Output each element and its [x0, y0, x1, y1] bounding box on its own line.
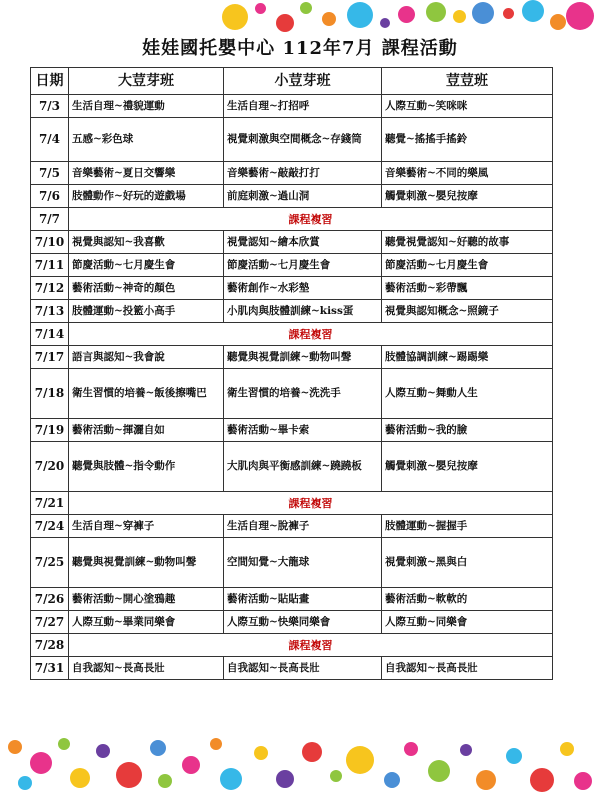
review-label: 課程複習: [69, 323, 553, 346]
activity-cell: 視覺認知~繪本欣賞: [224, 231, 382, 254]
table-row: [31, 95, 553, 118]
confetti-dot: [428, 760, 450, 782]
activity-cell: 衛生習慣的培養~飯後擦嘴巴: [69, 369, 224, 419]
row-date: 7/28: [31, 634, 69, 657]
confetti-dot: [58, 738, 70, 750]
header-class-small: 小荳芽班: [224, 68, 382, 95]
activity-cell: 自我認知~長高長壯: [382, 657, 553, 680]
activity-cell: 音樂藝術~夏日交響樂: [69, 162, 224, 185]
activity-cell: 語言與認知~我會說: [69, 346, 224, 369]
activity-cell: 生活自理~穿褲子: [69, 515, 224, 538]
row-date: 7/14: [31, 323, 69, 346]
table-row: [31, 369, 553, 419]
activity-cell: 視覺與認知概念~照鏡子: [382, 300, 553, 323]
table-row: [31, 611, 553, 634]
confetti-dot: [276, 14, 294, 32]
confetti-dot: [255, 3, 266, 14]
confetti-dot: [150, 740, 166, 756]
row-date: 7/24: [31, 515, 69, 538]
activity-cell: 小肌肉與肢體訓練~kiss蛋: [224, 300, 382, 323]
activity-cell: 觸覺刺激~嬰兒按摩: [382, 185, 553, 208]
table-row: [31, 538, 553, 588]
activity-cell: 人際互動~快樂同樂會: [224, 611, 382, 634]
confetti-dot: [254, 746, 268, 760]
review-label: 課程複習: [69, 492, 553, 515]
row-date: 7/11: [31, 254, 69, 277]
table-row: [31, 657, 553, 680]
activity-cell: 觸覺刺激~嬰兒按摩: [382, 442, 553, 492]
table-row: [31, 254, 553, 277]
row-date: 7/6: [31, 185, 69, 208]
confetti-dot: [210, 738, 222, 750]
confetti-dot: [506, 748, 522, 764]
activity-cell: 節慶活動~七月慶生會: [69, 254, 224, 277]
confetti-dot: [404, 742, 418, 756]
table-row: [31, 346, 553, 369]
row-date: 7/13: [31, 300, 69, 323]
table-row: [31, 300, 553, 323]
confetti-dot: [222, 4, 248, 30]
activity-cell: 藝術活動~彩帶飄: [382, 277, 553, 300]
table-row: [31, 277, 553, 300]
activity-cell: 聽覺視覺認知~好聽的故事: [382, 231, 553, 254]
row-date: 7/18: [31, 369, 69, 419]
confetti-dot: [322, 12, 336, 26]
review-label: 課程複習: [69, 208, 553, 231]
activity-cell: 聽覺與視覺訓練~動物叫聲: [69, 538, 224, 588]
row-date: 7/25: [31, 538, 69, 588]
confetti-dot: [330, 770, 342, 782]
confetti-dot: [30, 752, 52, 774]
activity-cell: 音樂藝術~敲敲打打: [224, 162, 382, 185]
activity-cell: 大肌肉與平衡感訓練~蹺蹺板: [224, 442, 382, 492]
activity-cell: 肢體運動~握握手: [382, 515, 553, 538]
activity-cell: 藝術活動~開心塗鴉趣: [69, 588, 224, 611]
activity-cell: 自我認知~長高長壯: [224, 657, 382, 680]
confetti-dot: [96, 744, 110, 758]
activity-cell: 視覺刺激與空間概念~存錢筒: [224, 118, 382, 162]
header-row: [31, 68, 553, 95]
activity-cell: 節慶活動~七月慶生會: [382, 254, 553, 277]
review-label: 課程複習: [69, 634, 553, 657]
table-row: [31, 231, 553, 254]
activity-cell: 藝術活動~我的臉: [382, 419, 553, 442]
activity-cell: 人際互動~舞動人生: [382, 369, 553, 419]
row-date: 7/5: [31, 162, 69, 185]
activity-cell: 聽覺與視覺訓練~動物叫聲: [224, 346, 382, 369]
table-row: [31, 588, 553, 611]
confetti-dot: [302, 742, 322, 762]
header-class-large: 大荳芽班: [69, 68, 224, 95]
confetti-dot: [380, 18, 390, 28]
row-date: 7/27: [31, 611, 69, 634]
confetti-dot: [346, 746, 374, 774]
header-class-bean: 荳荳班: [382, 68, 553, 95]
confetti-dot: [182, 756, 200, 774]
activity-cell: 藝術活動~神奇的顏色: [69, 277, 224, 300]
row-date: 7/19: [31, 419, 69, 442]
row-date: 7/4: [31, 118, 69, 162]
activity-cell: 肢體運動~投籃小高手: [69, 300, 224, 323]
activity-cell: 生活自理~脫褲子: [224, 515, 382, 538]
confetti-dot: [550, 14, 566, 30]
row-date: 7/17: [31, 346, 69, 369]
activity-cell: 衛生習慣的培養~洗洗手: [224, 369, 382, 419]
row-date: 7/7: [31, 208, 69, 231]
confetti-dot: [8, 740, 22, 754]
page-title: 娃娃國托嬰中心 112年7月 課程活動: [142, 38, 458, 59]
review-row: [31, 208, 553, 231]
confetti-dot: [347, 2, 373, 28]
confetti-dot: [116, 762, 142, 788]
confetti-dot: [574, 772, 592, 790]
confetti-dot: [384, 772, 400, 788]
confetti-dot: [398, 6, 415, 23]
activity-cell: 肢體協調訓練~踢踢樂: [382, 346, 553, 369]
confetti-dot: [503, 8, 514, 19]
activity-cell: 藝術活動~畢卡索: [224, 419, 382, 442]
activity-cell: 藝術活動~揮灑自如: [69, 419, 224, 442]
activity-cell: 音樂藝術~不同的樂風: [382, 162, 553, 185]
confetti-dot: [476, 770, 496, 790]
activity-cell: 藝術活動~貼貼畫: [224, 588, 382, 611]
activity-cell: 自我認知~長高長壯: [69, 657, 224, 680]
confetti-dot: [276, 770, 294, 788]
confetti-dot: [560, 742, 574, 756]
review-row: [31, 634, 553, 657]
row-date: 7/21: [31, 492, 69, 515]
confetti-dot: [18, 776, 32, 790]
table-row: [31, 185, 553, 208]
confetti-dot: [460, 744, 472, 756]
activity-cell: 空間知覺~大龍球: [224, 538, 382, 588]
activity-cell: 生活自理~打招呼: [224, 95, 382, 118]
activity-cell: 聽覺~搖搖手搖鈴: [382, 118, 553, 162]
review-row: [31, 323, 553, 346]
activity-cell: 生活自理~禮貌運動: [69, 95, 224, 118]
confetti-dot: [453, 10, 466, 23]
activity-cell: 肢體動作~好玩的遊戲場: [69, 185, 224, 208]
row-date: 7/3: [31, 95, 69, 118]
confetti-dot: [426, 2, 446, 22]
confetti-dot: [566, 2, 594, 30]
row-date: 7/20: [31, 442, 69, 492]
activity-cell: 視覺與認知~我喜歡: [69, 231, 224, 254]
activity-cell: 人際互動~畢業同樂會: [69, 611, 224, 634]
confetti-dot: [220, 768, 242, 790]
activity-cell: 藝術活動~軟軟的: [382, 588, 553, 611]
confetti-dot: [300, 2, 312, 14]
table-row: [31, 419, 553, 442]
schedule-table: [30, 67, 553, 680]
row-date: 7/10: [31, 231, 69, 254]
table-row: [31, 515, 553, 538]
activity-cell: 聽覺與肢體~指令動作: [69, 442, 224, 492]
confetti-dot: [472, 2, 494, 24]
table-row: [31, 162, 553, 185]
confetti-dot: [530, 768, 554, 792]
activity-cell: 視覺刺激~黑與白: [382, 538, 553, 588]
activity-cell: 前庭刺激~過山洞: [224, 185, 382, 208]
row-date: 7/26: [31, 588, 69, 611]
activity-cell: 人際互動~同樂會: [382, 611, 553, 634]
confetti-dot: [158, 774, 172, 788]
activity-cell: 節慶活動~七月慶生會: [224, 254, 382, 277]
review-row: [31, 492, 553, 515]
table-row: [31, 442, 553, 492]
row-date: 7/12: [31, 277, 69, 300]
header-date: 日期: [31, 68, 69, 95]
table-row: [31, 118, 553, 162]
row-date: 7/31: [31, 657, 69, 680]
activity-cell: 藝術創作~水彩墊: [224, 277, 382, 300]
activity-cell: 人際互動~笑咪咪: [382, 95, 553, 118]
activity-cell: 五感~彩色球: [69, 118, 224, 162]
confetti-dot: [70, 768, 90, 788]
confetti-dot: [522, 0, 544, 22]
